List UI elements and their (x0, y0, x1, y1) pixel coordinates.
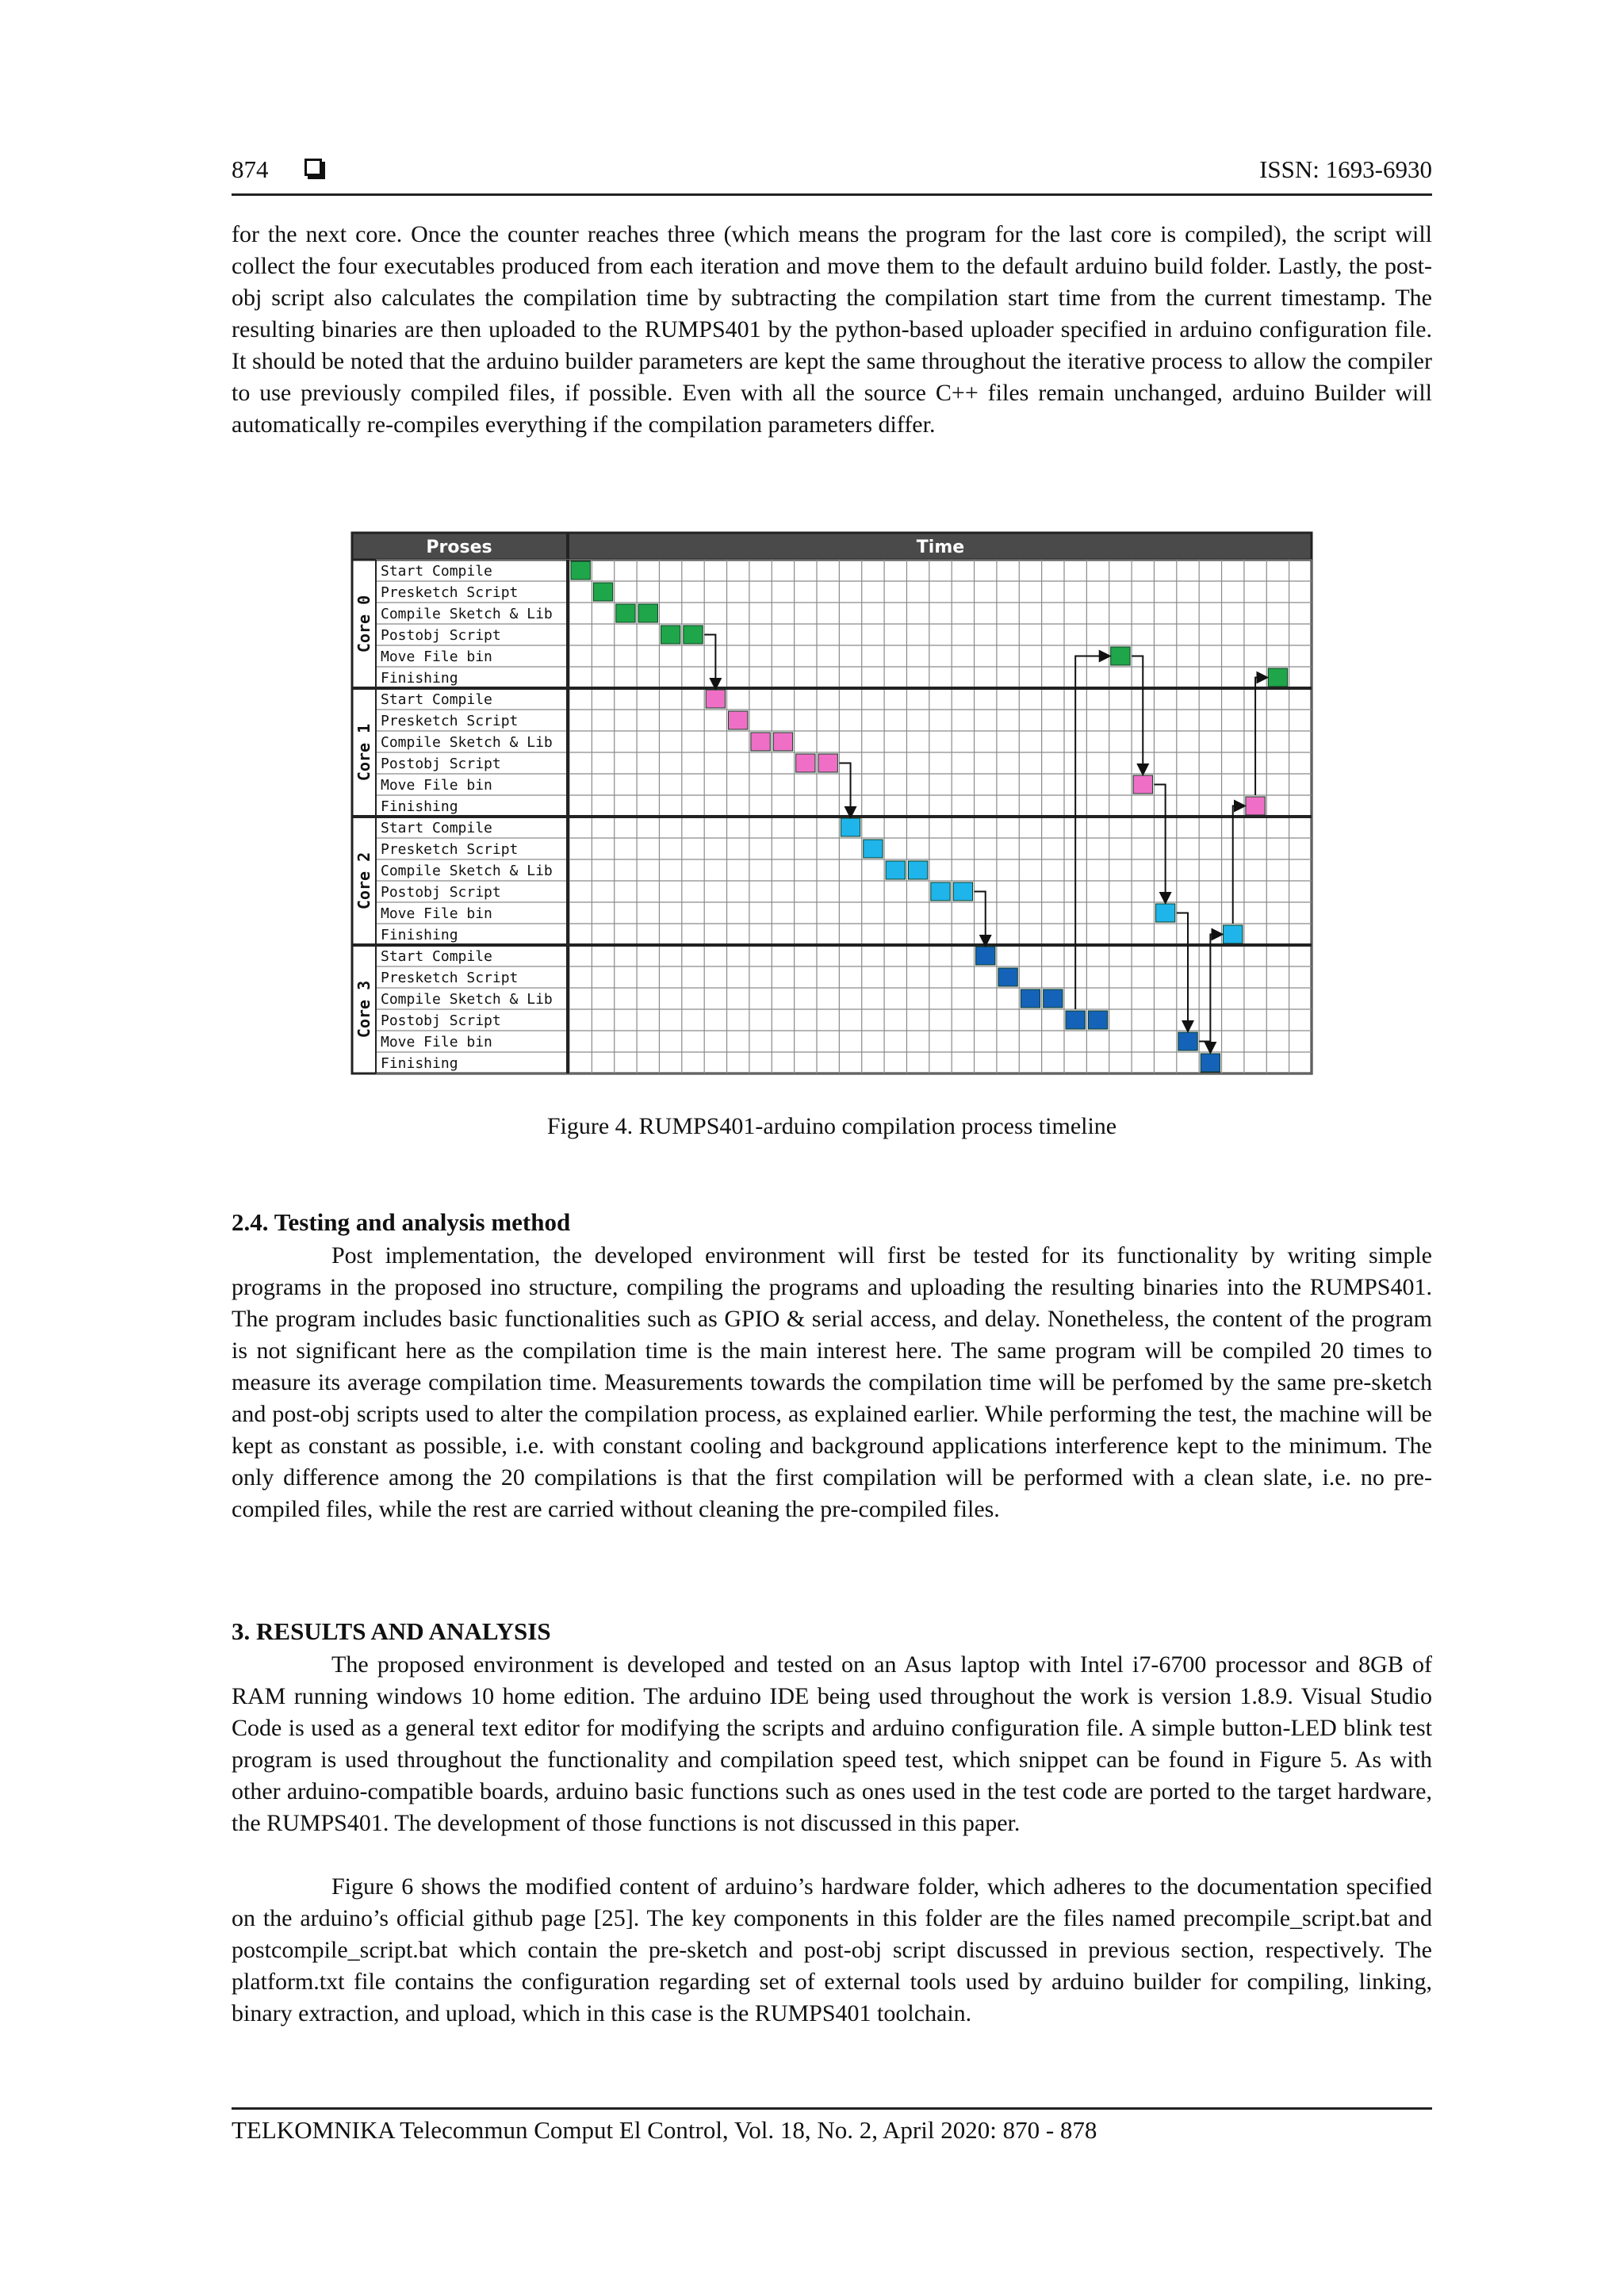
step-label: Presketch Script (381, 584, 519, 601)
step-label: Finishing (381, 798, 458, 815)
step-label: Move File bin (381, 777, 492, 794)
section-3-paragraph-2: Figure 6 shows the modified content of arduino’s hardware folder, which adheres to the documentation specified on the arduino’s official github page [25]. The key components in this folder are the files named precompile_script.bat and postcompile_script.bat which contain the pre-sketch and post-obj script discussed in previous section, respectively. The platform.txt file contains the configuration regarding set of external tools used by arduino builder for compiling, linking, binary extraction, and upload, which in this case is the RUMPS401 toolchain. (232, 1873, 1432, 2026)
core-label: Core 1 (354, 723, 373, 782)
timeline-bar (661, 626, 680, 644)
timeline-bar (886, 861, 905, 879)
core-label: Core 0 (354, 595, 373, 653)
chart-header-bar (352, 533, 1312, 560)
figure-4 (350, 531, 1313, 1083)
intro-paragraph: for the next core. Once the counter reaches three (which means the program for the last core is compiled), the script will collect the four executables produced from each iteration and move them to the default arduino build folder. Lastly, the post-obj script also calculates the compilation time by subtracting the compilation start time from the current timestamp. The resulting binaries are then uploaded to the RUMPS401 by the python-based uploader specified in arduino configuration file. It should be noted that the arduino builder parameters are kept the same throughout the iterative process to allow the compiler to use previously compiled files, if possible. Even with all the source C++ files remain unchanged, arduino Builder will automatically re-compiles everything if the compilation parameters differ. (232, 221, 1432, 438)
step-label: Presketch Script (381, 713, 519, 729)
timeline-bar (1044, 989, 1063, 1008)
step-label: Finishing (381, 670, 458, 687)
section-2-4-heading: 2.4. Testing and analysis method (232, 1208, 571, 1236)
step-label: Start Compile (381, 948, 492, 965)
step-label: Postobj Script (381, 884, 501, 901)
core-label: Core 3 (354, 980, 373, 1039)
step-label: Compile Sketch & Lib (381, 991, 553, 1008)
timeline-bar (1088, 1011, 1107, 1029)
timeline-bar (1201, 1054, 1220, 1072)
timeline-bar (908, 861, 927, 879)
issn: ISSN: 1693-6930 (1259, 155, 1432, 183)
timeline-bar (706, 690, 725, 708)
compilation-timeline-chart (350, 531, 1313, 1083)
step-label: Start Compile (381, 691, 492, 708)
timeline-bar (976, 947, 995, 965)
step-label: Start Compile (381, 820, 492, 836)
timeline-bar (1021, 989, 1040, 1008)
step-label: Move File bin (381, 905, 492, 922)
section-3-heading: 3. RESULTS AND ANALYSIS (232, 1617, 551, 1645)
step-label: Presketch Script (381, 841, 519, 858)
timeline-bar (1246, 797, 1265, 815)
step-label: Presketch Script (381, 970, 519, 986)
timeline-bar (638, 604, 657, 622)
section-3-paragraph-1: The proposed environment is developed and tested on an Asus laptop with Intel i7-6700 processor and 8GB of RAM running windows 10 home edition. The arduino IDE being used throughout the work is version 1.8.9. Visual Studio Code is used as a general text editor for modifying the scripts and arduino configuration file. A simple button-LED blink test program is used throughout the functionality and compilation speed test, which snippet can be found in Figure 5. As with other arduino-compatible boards, arduino basic functions such as ones used in the test code are ported to the target hardware, the RUMPS401. The development of those functions is not discussed in this paper. (232, 1651, 1432, 1836)
core-label: Core 2 (354, 851, 373, 910)
step-label: Move File bin (381, 1034, 492, 1050)
timeline-bar (593, 583, 612, 601)
step-label: Postobj Script (381, 627, 501, 644)
timeline-bar (953, 882, 972, 901)
step-label: Compile Sketch & Lib (381, 863, 553, 879)
figure-caption: Figure 4. RUMPS401-arduino compilation process timeline (546, 1113, 1117, 1139)
timeline-bar (773, 733, 792, 751)
timeline-bar (818, 754, 837, 772)
step-label: Postobj Script (381, 756, 501, 772)
timeline-bar (998, 968, 1017, 986)
step-label: Finishing (381, 1055, 458, 1072)
step-label: Postobj Script (381, 1012, 501, 1029)
square-box-icon (304, 159, 322, 176)
timeline-bar (571, 561, 590, 580)
page-header (232, 155, 1432, 196)
timeline-bar (616, 604, 635, 622)
timeline-bar (1224, 925, 1243, 943)
page-number: 874 (232, 155, 269, 183)
timeline-bar (1066, 1011, 1085, 1029)
timeline-bar (1268, 668, 1287, 687)
section-2-4-paragraph: Post implementation, the developed environment will first be tested for its functionality by writing simple programs in the proposed ino structure, compiling the programs and uploading the resulting binaries into the RUMPS401. The program includes basic functionalities such as GPIO & serial access, and delay. Nonetheless, the content of the program is not significant here as the compilation time is the main interest here. The same program will be compiled 20 times to measure its average compilation time. Measurements towards the compilation time will be perfomed by the same pre-sketch and post-obj scripts used to alter the compilation process, as explained earlier. While performing the test, the machine will be kept as constant as possible, i.e. with constant cooling and background applications interference kept to the minimum. The only difference among the 20 compilations is that the first compilation will be performed with a clean slate, i.e. no pre-compiled files, while the rest are carried without cleaning the pre-compiled files. (232, 1242, 1432, 1522)
step-label: Finishing (381, 927, 458, 943)
timeline-bar (796, 754, 815, 772)
timeline-bar (1178, 1032, 1197, 1050)
timeline-bar (841, 818, 860, 836)
timeline-bar (1111, 647, 1130, 665)
step-label: Move File bin (381, 649, 492, 665)
timeline-bar (729, 711, 748, 729)
timeline-bar (1133, 775, 1152, 794)
step-label: Compile Sketch & Lib (381, 734, 553, 751)
step-label: Compile Sketch & Lib (381, 606, 553, 622)
timeline-bar (864, 840, 883, 858)
timeline-bar (1155, 904, 1174, 922)
timeline-bar (684, 626, 703, 644)
timeline-bar (931, 882, 950, 901)
step-label: Start Compile (381, 563, 492, 580)
header-process-label: Proses (426, 538, 492, 557)
page-footer: TELKOMNIKA Telecommun Comput El Control, Vol. 18, No. 2, April 2020: 870 - 878 (232, 2107, 1432, 2145)
header-time-label: Time (916, 538, 965, 557)
timeline-bar (751, 733, 770, 751)
